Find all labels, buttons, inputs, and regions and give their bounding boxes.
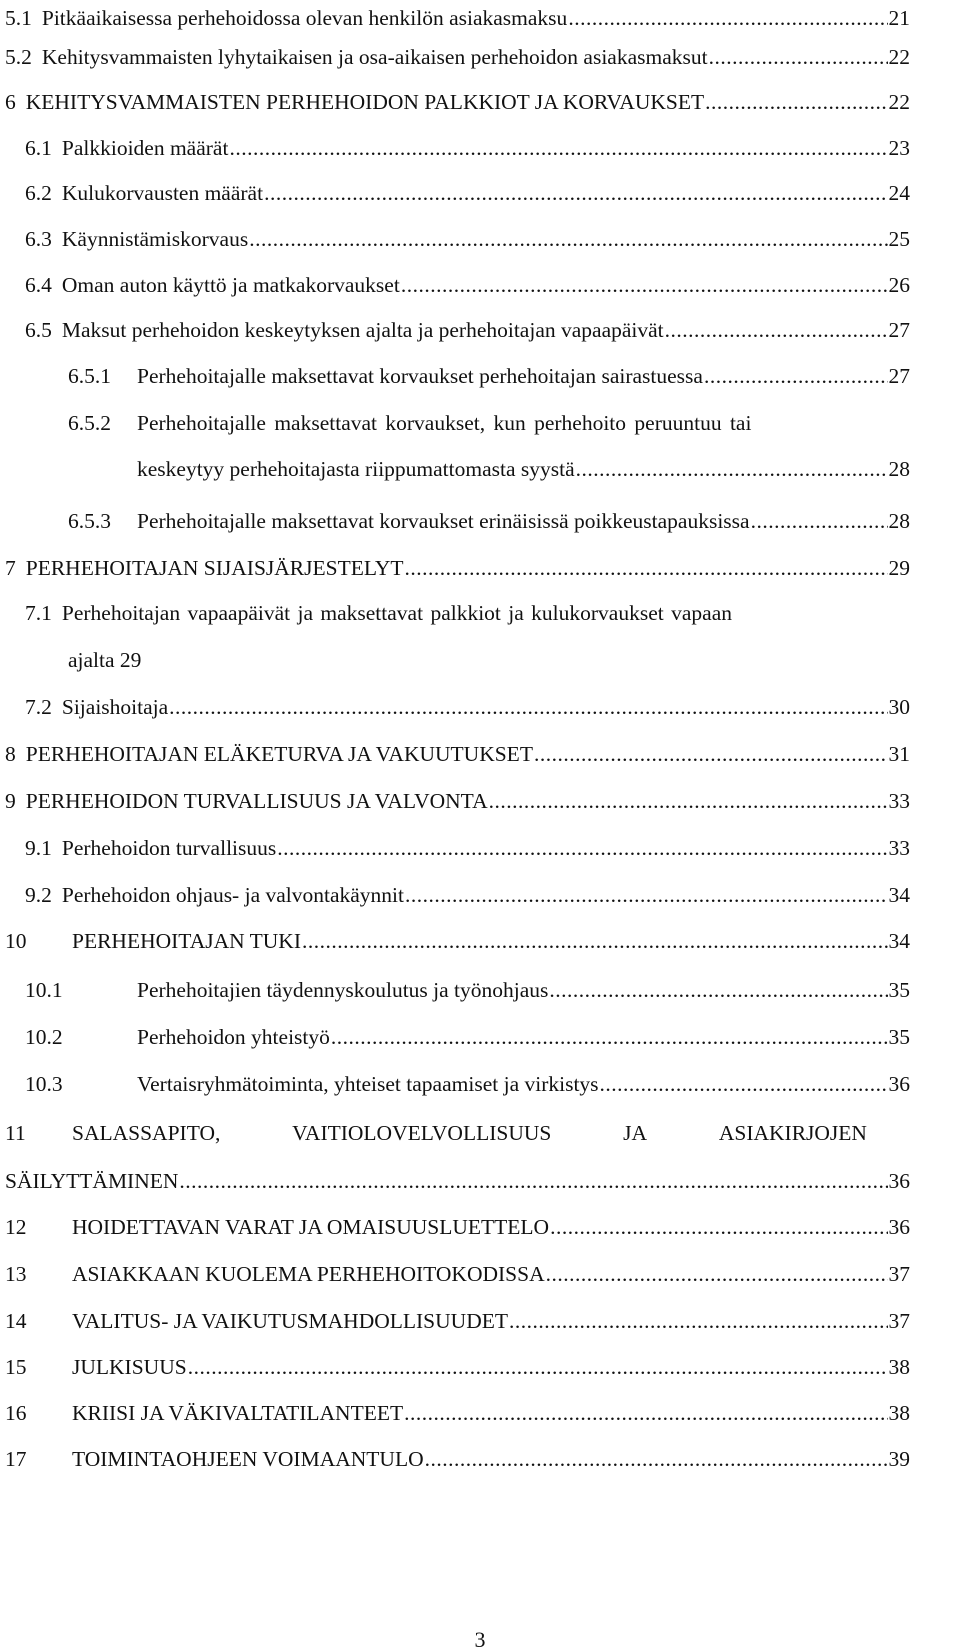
dot-leader xyxy=(188,1352,888,1382)
title-word: ASIAKIRJOJEN xyxy=(718,1121,867,1145)
dot-leader xyxy=(331,1022,888,1052)
dot-leader xyxy=(704,361,888,391)
toc-entry-number: 9.2 xyxy=(25,883,52,907)
dot-leader xyxy=(509,1306,888,1336)
toc-entry[interactable] xyxy=(0,1259,960,1289)
toc-entry-title: PERHEHOITAJAN ELÄKETURVA JA VAKUUTUKSET xyxy=(25,742,533,766)
dot-leader xyxy=(550,1212,887,1242)
toc-entry-number: 17 xyxy=(5,1447,27,1471)
toc-entry-title: PERHEHOIDON TURVALLISUUS JA VALVONTA xyxy=(25,789,488,813)
toc-entry[interactable] xyxy=(0,42,960,72)
toc-entry-number: 7.1 xyxy=(25,601,52,625)
toc-entry-title: KEHITYSVAMMAISTEN PERHEHOIDON PALKKIOT JA KORVAUKSET xyxy=(25,90,705,114)
toc-entry-page: 24 xyxy=(888,181,910,205)
dot-leader xyxy=(249,224,887,254)
title-word: SALASSAPITO, xyxy=(72,1121,221,1145)
toc-entry[interactable] xyxy=(0,926,960,956)
toc-entry-title: JULKISUUS xyxy=(72,1355,187,1379)
toc-entry-number: 7 xyxy=(5,556,16,580)
dot-leader xyxy=(568,3,887,33)
toc-entry-title: KRIISI JA VÄKIVALTATILANTEET xyxy=(72,1401,404,1425)
toc-entry-number: 12 xyxy=(5,1215,27,1239)
toc-entry-title: Perhehoidon turvallisuus xyxy=(61,836,277,860)
dot-leader xyxy=(705,87,887,117)
toc-entry[interactable] xyxy=(0,178,960,208)
toc-entry-page: 36 xyxy=(888,1215,910,1239)
dot-leader xyxy=(404,1398,887,1428)
toc-entry-title: Oman auton käyttö ja matkakorvaukset xyxy=(61,273,400,297)
toc-entry-number: 6.5 xyxy=(25,318,52,342)
toc-entry-title: Perhehoitajalle maksettavat korvaukset, kun perhehoito peruuntuu tai xyxy=(137,411,752,435)
title-word: JA xyxy=(623,1121,648,1145)
toc-entry[interactable] xyxy=(0,361,960,391)
toc-entry-page: 37 xyxy=(888,1309,910,1333)
toc-entry-page: 22 xyxy=(888,45,910,69)
toc-entry-title: Perhehoitajalle maksettavat korvaukset perhehoitajan sairastuessa xyxy=(137,364,703,388)
toc-entry-number: 10 xyxy=(5,929,27,953)
toc-entry[interactable] xyxy=(0,133,960,163)
toc-entry-page: 38 xyxy=(888,1355,910,1379)
toc-entry-page: 27 xyxy=(888,318,910,342)
toc-entry-page: 31 xyxy=(888,742,910,766)
dot-leader xyxy=(179,1166,887,1196)
toc-entry-page: 38 xyxy=(888,1401,910,1425)
toc-entry-title: Palkkioiden määrät xyxy=(61,136,229,160)
toc-entry-page: 23 xyxy=(888,136,910,160)
toc-entry-page: 33 xyxy=(888,789,910,813)
toc-entry-number: 10.1 xyxy=(25,978,63,1002)
toc-entry-page: 29 xyxy=(888,556,910,580)
toc-entry[interactable] xyxy=(0,975,960,1005)
toc-entry[interactable] xyxy=(0,1118,960,1208)
dot-leader xyxy=(264,178,887,208)
toc-entry-number: 8 xyxy=(5,742,16,766)
toc-entry-number: 5.1 xyxy=(5,6,32,30)
dot-leader xyxy=(546,1259,888,1289)
toc-entry-title: Perhehoitajan vapaapäivät ja maksettavat palkkiot ja kulukorvaukset vapaan xyxy=(61,601,732,625)
toc-entry-title: Perhehoidon yhteistyö xyxy=(137,1025,330,1049)
toc-entry[interactable] xyxy=(0,598,960,688)
toc-entry-page: 22 xyxy=(888,90,910,114)
toc-entry-number: 6.1 xyxy=(25,136,52,160)
toc-entry-title-continued: keskeytyy perhehoitajasta riippumattomasta syystä xyxy=(137,457,575,481)
toc-entry-number: 9.1 xyxy=(25,836,52,860)
toc-entry-title: Maksut perhehoidon keskeytyksen ajalta ja perhehoitajan vapaapäivät xyxy=(61,318,664,342)
toc-entry-page: 39 xyxy=(888,1447,910,1471)
toc-entry[interactable] xyxy=(0,1306,960,1336)
toc-entry[interactable] xyxy=(0,1398,960,1428)
toc-entry[interactable] xyxy=(0,1352,960,1382)
toc-entry-number: 14 xyxy=(5,1309,27,1333)
toc-entry[interactable] xyxy=(0,692,960,722)
toc-entry-title: TOIMINTAOHJEEN VOIMAANTULO xyxy=(72,1447,424,1471)
toc-entry-title: ASIAKKAAN KUOLEMA PERHEHOITOKODISSA xyxy=(72,1262,545,1286)
toc-entry-title: Vertaisryhmätoiminta, yhteiset tapaamiset ja virkistys xyxy=(137,1072,599,1096)
toc-entry-page: 34 xyxy=(888,929,910,953)
toc-entry-number: 7.2 xyxy=(25,695,52,719)
toc-entry-title: VALITUS- JA VAIKUTUSMAHDOLLISUUDET xyxy=(72,1309,508,1333)
toc-entry[interactable] xyxy=(0,506,960,536)
dot-leader xyxy=(600,1069,888,1099)
toc-entry[interactable] xyxy=(0,880,960,910)
toc-entry[interactable] xyxy=(0,833,960,863)
toc-entry-page: 28 xyxy=(888,457,910,481)
toc-entry[interactable] xyxy=(0,553,960,583)
toc-entry[interactable] xyxy=(0,1212,960,1242)
toc-entry-title: PERHEHOITAJAN SIJAISJÄRJESTELYT xyxy=(25,556,404,580)
dot-leader xyxy=(401,270,888,300)
toc-entry[interactable] xyxy=(0,315,960,345)
toc-entry-title-continued: ajalta 29 xyxy=(68,648,142,672)
toc-entry[interactable] xyxy=(0,1444,960,1474)
dot-leader xyxy=(405,553,888,583)
toc-entry[interactable] xyxy=(0,739,960,769)
toc-entry-page: 33 xyxy=(888,836,910,860)
toc-entry-page: 26 xyxy=(888,273,910,297)
toc-entry[interactable] xyxy=(0,1069,960,1099)
toc-entry-title: Sijaishoitaja xyxy=(61,695,169,719)
toc-entry-number: 6 xyxy=(5,90,16,114)
dot-leader xyxy=(665,315,888,345)
toc-entry-number: 6.5.1 xyxy=(68,364,111,388)
toc-entry-title: Kehitysvammaisten lyhytaikaisen ja osa-aikaisen perhehoidon asiakasmaksut xyxy=(41,45,708,69)
toc-entry-number: 6.4 xyxy=(25,273,52,297)
dot-leader xyxy=(489,786,888,816)
toc-entry-number: 11 xyxy=(5,1121,26,1145)
toc-entry[interactable] xyxy=(0,87,960,117)
toc-entry-title: Perhehoitajien täydennyskoulutus ja työnohjaus xyxy=(137,978,549,1002)
toc-entry-page: 25 xyxy=(888,227,910,251)
toc-entry-title xyxy=(72,1118,867,1148)
dot-leader xyxy=(277,833,887,863)
toc-entry-number: 6.5.2 xyxy=(68,411,111,435)
toc-entry-number: 13 xyxy=(5,1262,27,1286)
dot-leader xyxy=(549,975,887,1005)
toc-entry-number: 10.3 xyxy=(25,1072,63,1096)
dot-leader xyxy=(751,506,888,536)
toc-entry-number: 10.2 xyxy=(25,1025,63,1049)
toc-entry-title-continued: SÄILYTTÄMINEN xyxy=(5,1169,179,1193)
toc-entry-page: 36 xyxy=(888,1169,910,1193)
dot-leader xyxy=(534,739,888,769)
toc-entry-page: 30 xyxy=(888,695,910,719)
toc-entry-number: 6.3 xyxy=(25,227,52,251)
toc-entry-number: 16 xyxy=(5,1401,27,1425)
toc-entry-page: 28 xyxy=(888,509,910,533)
title-word: VAITIOLOVELVOLLISUUS xyxy=(292,1121,552,1145)
toc-entry[interactable] xyxy=(0,224,960,254)
dot-leader xyxy=(576,454,888,484)
toc-entry-page: 35 xyxy=(888,1025,910,1049)
dot-leader xyxy=(169,692,887,722)
toc-entry-page: 36 xyxy=(888,1072,910,1096)
toc-entry-number: 6.2 xyxy=(25,181,52,205)
toc-entry-title: Perhehoitajalle maksettavat korvaukset erinäisissä poikkeustapauksissa xyxy=(137,509,750,533)
toc-entry[interactable] xyxy=(0,270,960,300)
dot-leader xyxy=(229,133,887,163)
toc-entry-title: Pitkäaikaisessa perhehoidossa olevan henkilön asiakasmaksu xyxy=(41,6,568,30)
dot-leader xyxy=(709,42,888,72)
dot-leader xyxy=(405,880,887,910)
dot-leader xyxy=(302,926,888,956)
toc-entry[interactable] xyxy=(0,1022,960,1052)
toc-entry-title: HOIDETTAVAN VARAT JA OMAISUUSLUETTELO xyxy=(72,1215,550,1239)
toc-entry-page: 37 xyxy=(888,1262,910,1286)
toc-entry-title: Käynnistämiskorvaus xyxy=(61,227,249,251)
dot-leader xyxy=(425,1444,888,1474)
toc-entry-title: Kulukorvausten määrät xyxy=(61,181,264,205)
toc-entry-page: 27 xyxy=(888,364,910,388)
toc-entry-page: 21 xyxy=(888,6,910,30)
page-number: 3 xyxy=(474,1627,486,1652)
toc-entry-title: PERHEHOITAJAN TUKI xyxy=(72,929,301,953)
toc-entry-number: 6.5.3 xyxy=(68,509,111,533)
toc-entry-page: 35 xyxy=(888,978,910,1002)
toc-entry-number: 15 xyxy=(5,1355,27,1379)
toc-entry[interactable] xyxy=(0,408,960,498)
toc-entry-number: 5.2 xyxy=(5,45,32,69)
toc-entry[interactable] xyxy=(0,3,960,33)
toc-entry-number: 9 xyxy=(5,789,16,813)
toc-entry-title: Perhehoidon ohjaus- ja valvontakäynnit xyxy=(61,883,405,907)
toc-entry-page: 34 xyxy=(888,883,910,907)
toc-entry[interactable] xyxy=(0,786,960,816)
